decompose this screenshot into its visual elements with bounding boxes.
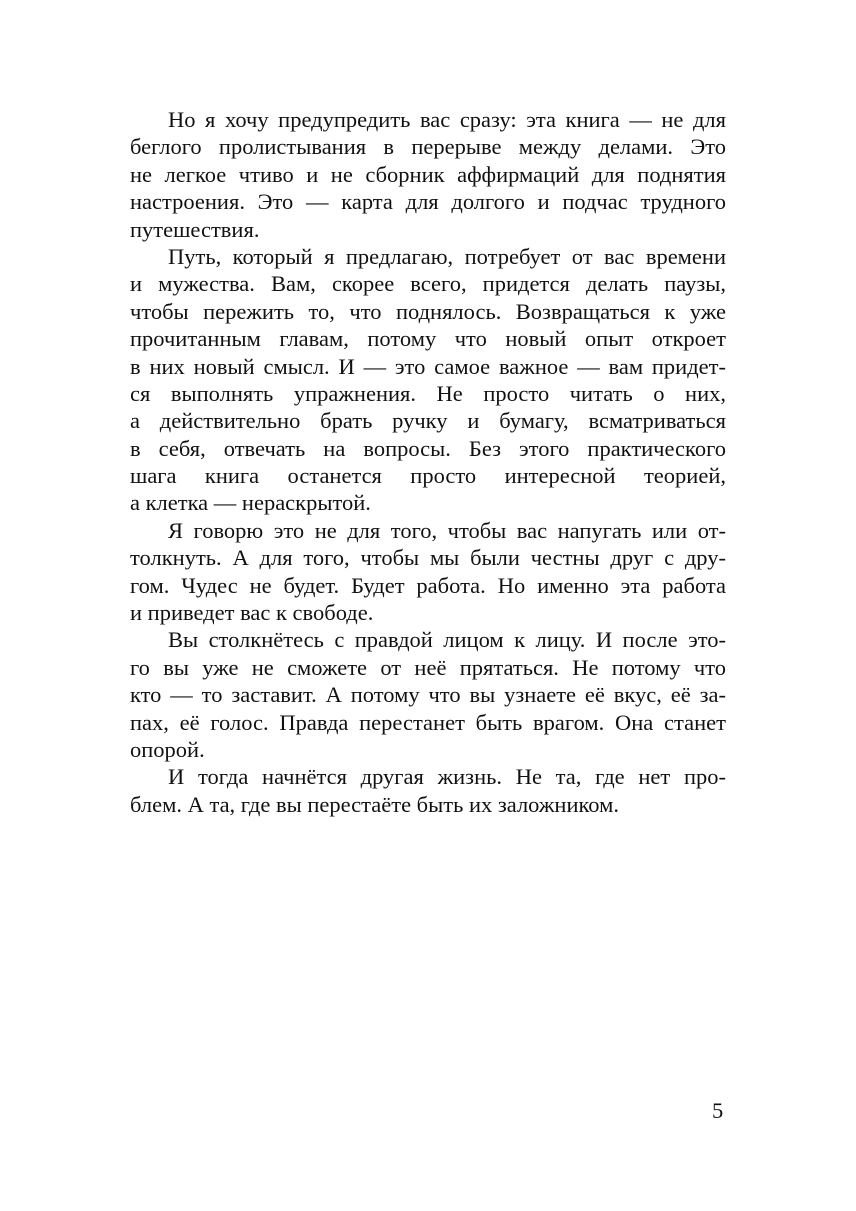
text-line: а действительно брать ручку и бумагу, всматриваться xyxy=(130,408,726,434)
text-line: прочитанным главам, потому что новый опыт откроет xyxy=(130,326,726,352)
text-line: шага книга останется просто интересной теорией, xyxy=(130,463,726,489)
paragraph-3 xyxy=(130,517,726,627)
text-line: опорой. xyxy=(130,736,205,762)
text-line: в них новый смысл. И — это самое важное — вам придет- xyxy=(130,353,726,379)
body-text xyxy=(130,106,726,818)
text-line: кто — то заставит. А потому что вы узнаете её вкус, её за- xyxy=(130,682,726,708)
text-line: чтобы пережить то, что поднялось. Возвращаться к уже xyxy=(130,298,726,324)
text-line: И тогда начнётся другая жизнь. Не та, где нет про- xyxy=(168,764,726,790)
paragraph-5 xyxy=(130,763,726,818)
paragraph-1 xyxy=(130,106,726,243)
text-line: беглого пролистывания в перерыве между делами. Это xyxy=(130,134,726,160)
text-line: толкнуть. А для того, чтобы мы были честны друг с дру- xyxy=(130,545,726,571)
text-line: блем. А та, где вы перестаёте быть их заложником. xyxy=(130,791,619,817)
text-line: и приведет вас к свободе. xyxy=(130,600,374,626)
text-line: Я говорю это не для того, чтобы вас напугать или от- xyxy=(168,517,726,543)
paragraph-4 xyxy=(130,626,726,763)
text-line: и мужества. Вам, скорее всего, придется делать паузы, xyxy=(130,271,726,297)
text-line: гом. Чудес не будет. Будет работа. Но именно эта работа xyxy=(130,572,726,598)
text-line: в себя, отвечать на вопросы. Без этого практического xyxy=(130,435,726,461)
text-line: настроения. Это — карта для долгого и подчас трудного xyxy=(130,189,726,215)
text-line: Вы столкнётесь с правдой лицом к лицу. И после это- xyxy=(168,627,726,653)
text-line: а клетка — нераскрытой. xyxy=(130,490,371,516)
text-line: не легкое чтиво и не сборник аффирмаций для поднятия xyxy=(130,161,726,187)
text-line: ся выполнять упражнения. Не просто читать о них, xyxy=(130,380,726,406)
text-line: Путь, который я предлагаю, потребует от вас времени xyxy=(168,243,726,269)
text-line: го вы уже не сможете от неё прятаться. Не потому что xyxy=(130,654,726,680)
page-number: 5 xyxy=(712,1098,724,1123)
text-line: пах, её голос. Правда перестанет быть врагом. Она станет xyxy=(130,709,726,735)
text-line: путешествия. xyxy=(130,216,260,242)
paragraph-2 xyxy=(130,243,726,517)
text-line: Но я хочу предупредить вас сразу: эта книга — не для xyxy=(168,107,726,132)
